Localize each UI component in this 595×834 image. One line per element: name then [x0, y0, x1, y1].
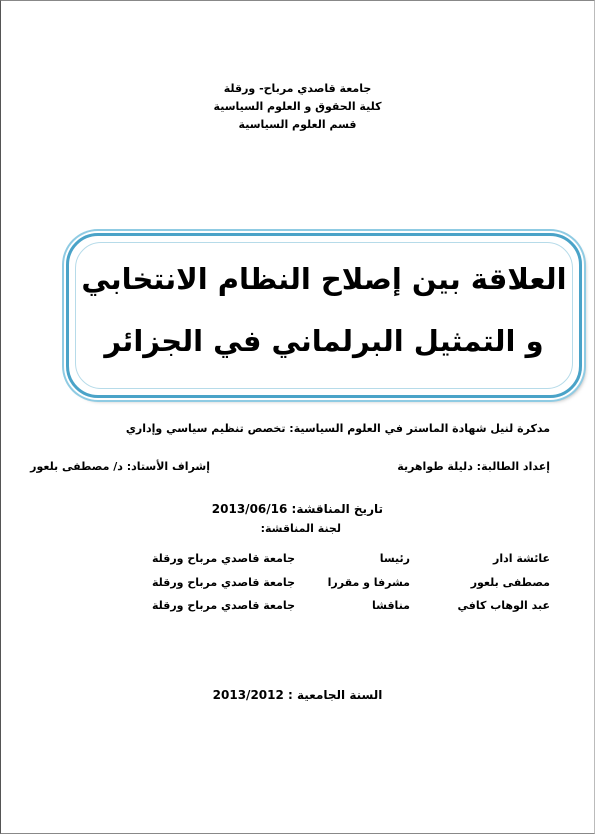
institution-header	[0, 80, 595, 134]
member-name: مصطفى بلعور	[470, 576, 550, 589]
university-name: جامعة قاصدي مرباح- ورقلة	[223, 82, 372, 95]
member-institution: جامعة قاصدي مرباح ورقلة	[151, 576, 295, 589]
member-name: عائشة ادار	[493, 552, 550, 565]
faculty-name: كلية الحقوق و العلوم السياسية	[213, 100, 382, 113]
academic-year: السنة الجامعية : 2013/2012	[212, 688, 383, 702]
supervision: إشراف الأستاد: د/ مصطفى بلعور	[30, 460, 210, 473]
member-institution: جامعة قاصدي مرباح ورقلة	[151, 552, 295, 565]
member-role: رئيسا	[379, 552, 410, 565]
member-role: مشرفا و مقررا	[327, 576, 410, 589]
defense-date: تاريخ المناقشة: 2013/06/16	[211, 502, 383, 516]
thesis-title-line-1: العلاقة بين إصلاح النظام الانتخابي	[81, 262, 567, 296]
department-name: قسم العلوم السياسية	[238, 118, 357, 131]
thesis-note: مدكرة لنيل شهادة الماستر في العلوم السياسية: تخصص تنظيم سياسي وإداري	[125, 422, 550, 435]
title-frame	[66, 233, 582, 398]
committee-label: لجنة المناقشة:	[260, 522, 341, 535]
prepared-by: إعداد الطالبة: دليلة طواهرية	[397, 460, 550, 473]
member-institution: جامعة قاصدي مرباح ورقلة	[151, 599, 295, 612]
member-name: عبد الوهاب كافي	[457, 599, 550, 612]
member-role: مناقشا	[372, 599, 410, 612]
thesis-title-line-2: و التمثيل البرلماني في الجزائر	[104, 324, 544, 358]
